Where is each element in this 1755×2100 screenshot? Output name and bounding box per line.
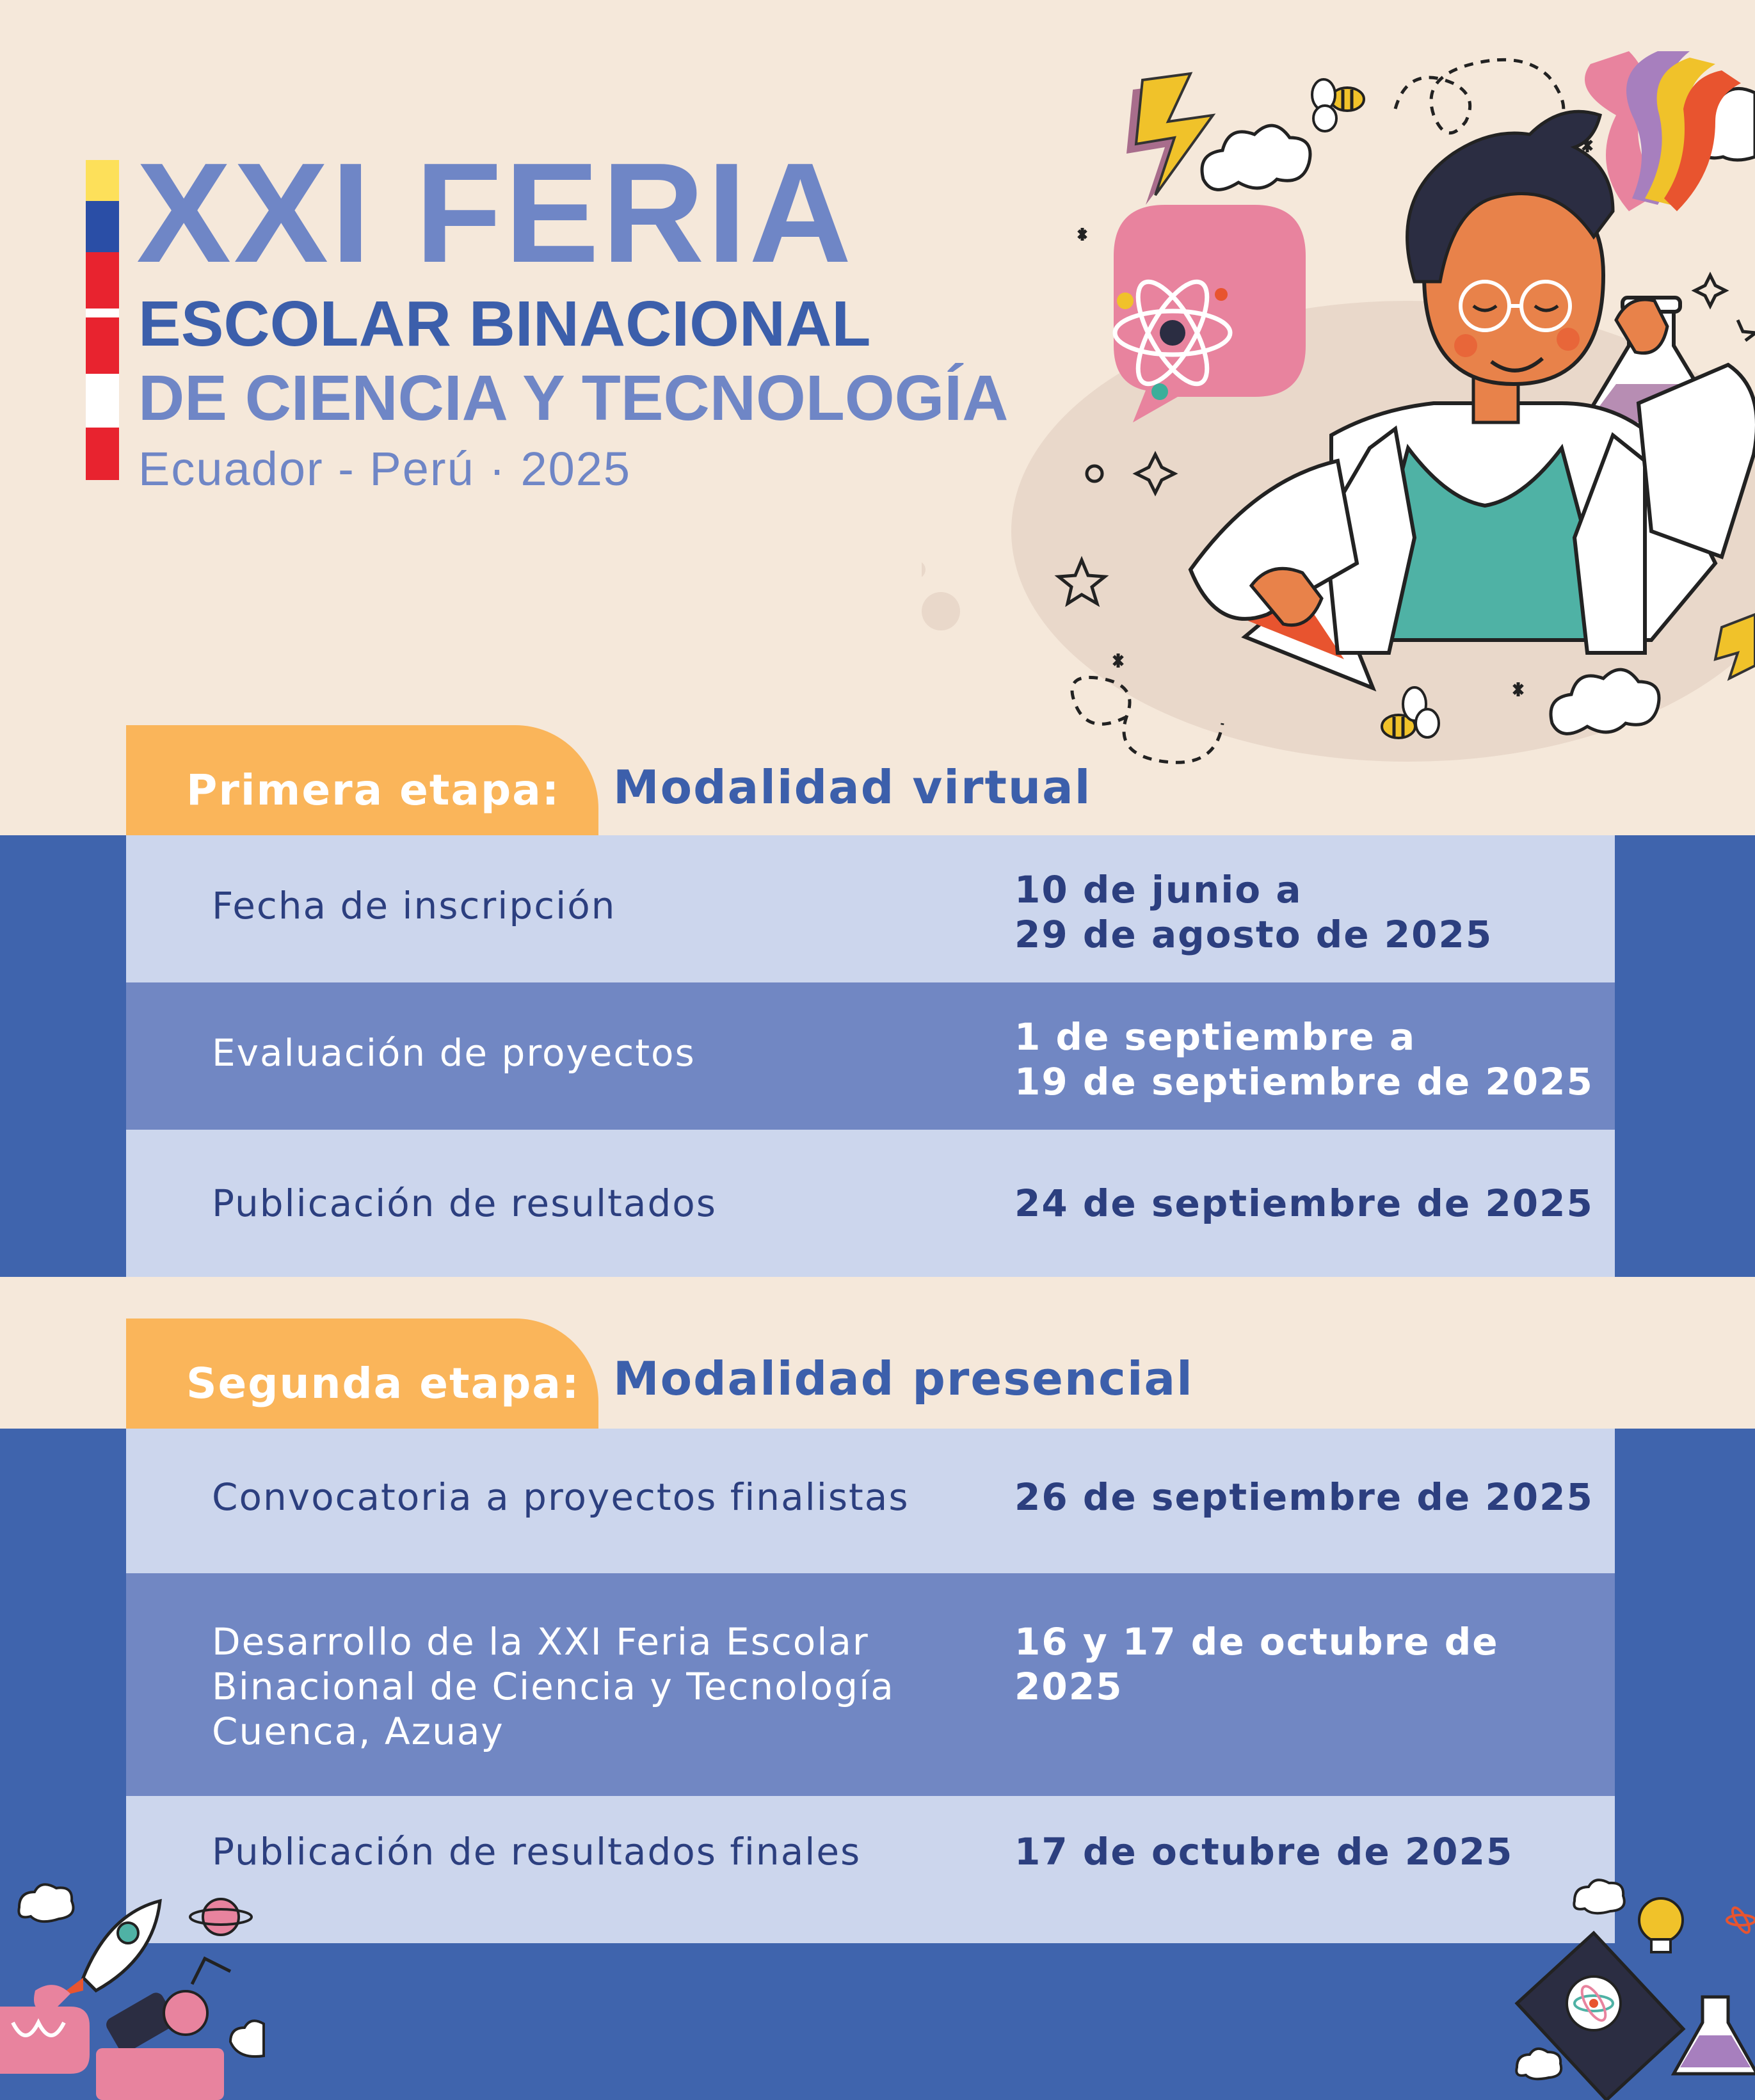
event-title: XXI FERIA: [136, 134, 854, 293]
atom-icon: [1727, 1905, 1755, 1935]
science-doodles-right: [1504, 1875, 1755, 2100]
stage-1-mode: Modalidad virtual: [613, 760, 1092, 814]
row-date: 17 de octubre de 2025: [1014, 1830, 1514, 1873]
stage-2-mode: Modalidad presencial: [613, 1352, 1194, 1406]
row-activity: Publicación de resultados finales: [212, 1830, 861, 1873]
table-row: [126, 1796, 1615, 1943]
scientist-illustration: [922, 38, 1755, 806]
flag-red: [86, 317, 119, 374]
flag-red: [86, 428, 119, 480]
stage-2-tab: [126, 1319, 598, 1429]
flag-white: [86, 374, 119, 428]
stage-1-tab: [126, 725, 598, 835]
bee-icon: [1312, 79, 1364, 131]
row-date: 16 y 17 de octubre de 2025: [1014, 1620, 1499, 1708]
table-row: [126, 1130, 1615, 1277]
lightning-icon: [1126, 74, 1213, 205]
row-activity: Evaluación de proyectos: [212, 1031, 696, 1075]
table-row: [126, 835, 1615, 982]
dashed-path: [1395, 60, 1564, 132]
microscope-icon: [96, 1959, 230, 2100]
event-subtitle-line1: ESCOLAR BINACIONAL: [138, 288, 871, 360]
table-row: [126, 1573, 1615, 1796]
row-activity: Convocatoria a proyectos finalistas: [212, 1475, 910, 1519]
row-activity: Publicación de resultados: [212, 1182, 717, 1225]
event-countries-year: Ecuador - Perú · 2025: [138, 442, 632, 495]
planet-icon: [190, 1899, 252, 1935]
flag-stripe: [86, 160, 119, 490]
row-activity: Fecha de inscripción: [212, 884, 616, 927]
flag-yellow: [86, 160, 119, 201]
row-activity: Desarrollo de la XXI Feria Escolar Binacional de Ciencia y Tecnología Cuenca, Azuay: [212, 1620, 895, 1753]
speech-bubble-icon: [0, 2007, 90, 2074]
flag-white: [86, 309, 119, 317]
cloud-icon: [1202, 125, 1310, 189]
stage-1-schedule-table: [126, 835, 1615, 1277]
science-doodles-left: [0, 1882, 269, 2100]
lightbulb-icon: [1639, 1898, 1683, 1952]
flag-blue: [86, 201, 119, 252]
row-date: 24 de septiembre de 2025: [1014, 1182, 1594, 1225]
stage-1-label: Primera etapa:: [186, 765, 561, 815]
table-row: [126, 1429, 1615, 1573]
table-row: [126, 982, 1615, 1130]
row-date: 26 de septiembre de 2025: [1014, 1475, 1594, 1519]
flag-red: [86, 252, 119, 309]
flask-icon: [1674, 1997, 1755, 2074]
stage-2-label: Segunda etapa:: [186, 1359, 581, 1408]
stage-2-schedule-table: [126, 1429, 1615, 1943]
row-date: 10 de junio a 29 de agosto de 2025: [1014, 868, 1493, 956]
row-date: 1 de septiembre a 19 de septiembre de 2025: [1014, 1015, 1594, 1103]
event-subtitle-line2: DE CIENCIA Y TECNOLOGÍA: [138, 362, 1009, 434]
